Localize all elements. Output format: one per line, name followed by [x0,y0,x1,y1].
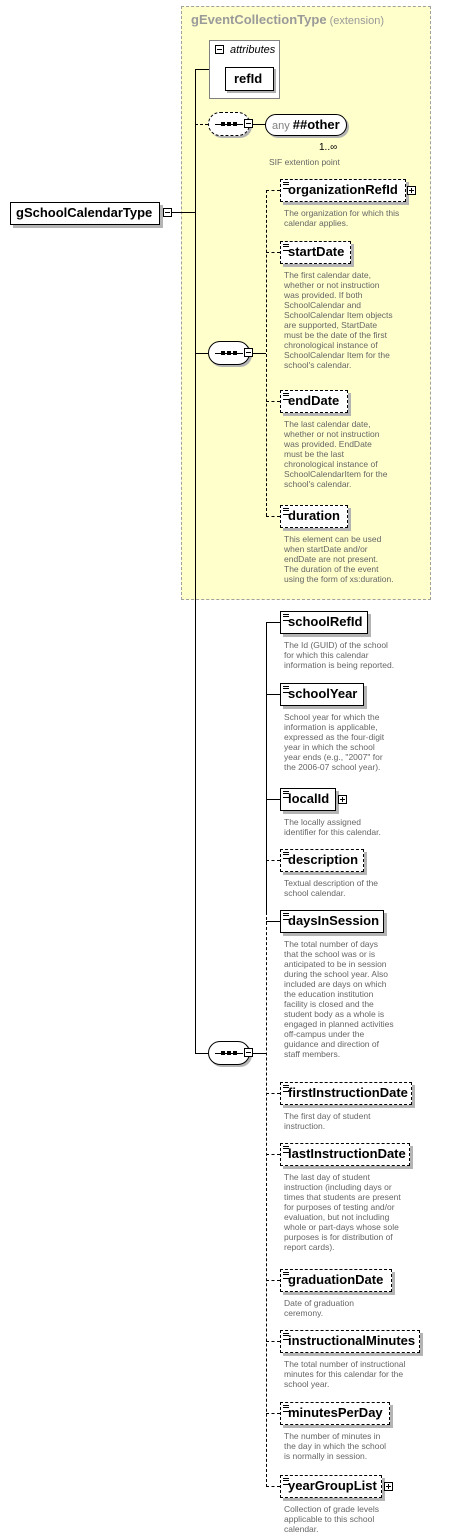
attributes-label: attributes [230,44,276,56]
sequence-any-collapse-icon[interactable] [244,119,253,128]
element-description: The last day of student instruction (including days or times that students are present for purposes of testing and/or evaluation, but not including whole or part-days whose sole purposes is for distribution of report cards). [284,1172,401,1252]
group-name: gEventCollectionType [191,12,327,27]
element-label: duration [288,508,340,523]
group-qualifier: (extension) [329,15,384,27]
any-keyword: any [272,120,290,132]
element-label: graduationDate [288,1272,384,1287]
sequence-group-collapse-icon[interactable] [244,348,253,357]
element-graduationDate[interactable] [280,1269,392,1292]
connector [266,1280,280,1281]
element-schoolYear[interactable] [280,683,364,706]
connector [266,1413,280,1414]
connector [253,1053,266,1054]
element-localId[interactable] [280,788,336,811]
element-description: The number of minutes in the day in which the school is normally in session. [284,1431,387,1461]
element-yearGroupList[interactable] [280,1475,382,1498]
connector [195,353,208,354]
element-label: schoolRefId [288,614,363,629]
element-label: organizationRefId [288,182,398,197]
element-description: Date of graduation ceremony. [284,1298,354,1318]
connector [266,516,280,517]
connector [266,1093,280,1094]
connector [253,353,266,354]
attribute-refId-label: refId [234,71,263,86]
root-element-label: gSchoolCalendarType [16,205,153,220]
any-description: SIF extention point [269,157,340,167]
element-endDate[interactable] [280,390,348,413]
element-label: schoolYear [288,686,358,701]
element-firstInstructionDate[interactable] [280,1082,412,1105]
element-description[interactable] [280,849,364,872]
element-description: Collection of grade levels applicable to this school calendar. [284,1504,379,1534]
attributes-collapse-icon[interactable] [215,45,224,54]
element-lastInstructionDate[interactable] [280,1143,410,1166]
any-cardinality: 1..∞ [319,142,338,153]
element-duration[interactable] [280,505,348,528]
element-label: yearGroupList [288,1478,377,1493]
element-label: daysInSession [288,913,380,928]
expand-icon[interactable] [338,795,347,804]
connector [266,860,280,861]
element-description: The Id (GUID) of the school for which this calendar information is being reported. [284,640,395,670]
element-startDate[interactable] [280,241,351,264]
sequence-main-collapse-icon[interactable] [244,1048,253,1057]
element-label: firstInstructionDate [288,1085,408,1100]
element-description: School year for which the information is applicable, expressed as the four-digit year in which the school year ends (e.g., "2007" for the 2006-07 school year). [284,712,385,772]
connector [266,190,267,516]
element-schoolRefId[interactable] [280,611,368,634]
element-organizationRefId[interactable] [280,179,406,202]
any-namespace: ##other [292,117,340,132]
element-daysInSession[interactable] [280,910,384,933]
connector [266,921,280,922]
connector [266,401,280,402]
connector [266,1486,280,1487]
element-description: The last calendar date, whether or not instruction was provided. EndDate must be the last chronological instance of SchoolCalendarItem for the school's calendar. [284,419,388,489]
element-description: The total number of days that the school was or is anticipated to be in session during the school year. Also included are days on which the education institution facility is closed and the student body as a whole is engaged in planned activities off-campus under the guidance and direction of staff members. [284,939,394,1059]
element-description-text: Textual description of the school calendar. [284,878,379,898]
element-label: description [288,852,359,867]
connector [266,1154,280,1155]
element-description: The first calendar date, whether or not instruction was provided. If both SchoolCalendar and SchoolCalendar Item objects are supported, StartDate must be the date of the first chronological instance of SchoolCalendar Item for the school's calendar. [284,270,393,370]
connector [266,190,280,191]
root-collapse-icon[interactable] [163,208,172,217]
connector [266,252,280,253]
expand-icon[interactable] [407,186,416,195]
connector [266,912,267,1487]
element-label: localId [288,791,330,806]
element-description: The organization for which this calendar applies. [284,208,400,228]
connector [195,1053,208,1054]
group-title [191,12,384,27]
connector [266,799,280,800]
element-description: The first day of student instruction. [284,1111,371,1131]
element-description: The locally assigned identifier for this calendar. [284,817,381,837]
connector [253,124,265,125]
element-label: endDate [288,393,340,408]
connector [266,622,267,912]
element-label: lastInstructionDate [288,1146,406,1161]
connector [195,69,209,70]
element-label: startDate [288,244,345,259]
connector [195,69,196,1054]
root-element[interactable] [10,202,160,225]
element-instructionalMinutes[interactable] [280,1330,420,1353]
connector [266,622,280,623]
any-other-element[interactable] [265,114,347,136]
connector [172,212,195,213]
element-label: instructionalMinutes [288,1333,416,1348]
element-description: This element can be used when startDate and/or endDate are not present. The duration of the event using the form of xs:duration. [284,534,394,584]
element-description: The total number of instructional minutes for this calendar for the school year. [284,1359,406,1389]
element-label: minutesPerDay [288,1405,383,1420]
connector [195,124,208,125]
connector [266,694,280,695]
connector [266,1341,280,1342]
expand-icon[interactable] [384,1482,393,1491]
element-minutesPerDay[interactable] [280,1402,390,1425]
